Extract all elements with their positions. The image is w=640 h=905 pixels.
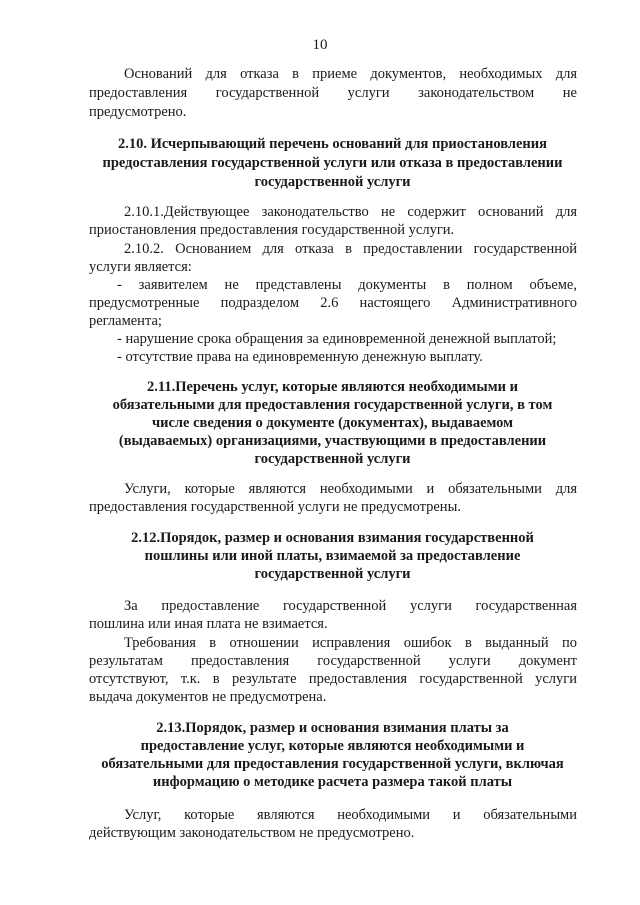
section-heading-2-12: пошлины или иной платы, взимаемой за предоставление	[144, 548, 521, 564]
section-heading-2-11: (выдаваемых) организациями, участвующими в предоставлении	[118, 433, 547, 449]
paragraph-line: услуги является:	[89, 259, 192, 275]
paragraph-line: Услуг, которые являются необходимыми и обязательными	[124, 807, 577, 823]
paragraph-line: выдача документов не предусмотрена.	[89, 689, 327, 705]
paragraph-line: результатам предоставления государственной услуги документ	[89, 653, 577, 669]
paragraph-line: Услуги, которые являются необходимыми и обязательными для	[124, 481, 577, 497]
paragraph-line: 2.10.1.Действующее законодательство не содержит оснований для	[124, 204, 577, 220]
paragraph-line: приостановления предоставления государственной услуги.	[89, 222, 455, 238]
page-number: 10	[312, 37, 328, 53]
paragraph-line: За предоставление государственной услуги государственная	[124, 598, 577, 614]
section-heading-2-12: государственной услуги	[254, 566, 411, 582]
section-heading-2-11: числе сведения о документе (документах), выдаваемом	[151, 415, 514, 431]
paragraph-line: предоставления государственной услуги не предусмотрены.	[89, 499, 461, 515]
intro-line: Оснований для отказа в приеме документов, необходимых для	[124, 66, 577, 82]
paragraph-line: предусмотренные подразделом 2.6 настоящего Административного	[89, 295, 577, 311]
section-heading-2-11: обязательными для предоставления государственной услуги, в том	[112, 397, 553, 413]
section-heading-2-11: государственной услуги	[254, 451, 411, 467]
intro-line: предусмотрено.	[89, 104, 187, 120]
section-heading-2-13: обязательными для предоставления государственной услуги, включая	[101, 756, 564, 772]
section-heading-2-10: государственной услуги	[254, 174, 411, 190]
paragraph-line: действующим законодательством не предусмотрено.	[89, 825, 415, 841]
paragraph-line: отсутствуют, т.к. в результате предоставления государственной услуги	[89, 671, 577, 687]
paragraph-line: 2.10.2. Основанием для отказа в предоставлении государственной	[124, 241, 577, 257]
intro-line: предоставления государственной услуги законодательством не	[89, 85, 577, 101]
list-item: - нарушение срока обращения за единовременной денежной выплатой;	[117, 331, 557, 347]
section-heading-2-10: предоставления государственной услуги или отказа в предоставлении	[102, 155, 563, 171]
section-heading-2-12: 2.12.Порядок, размер и основания взимания государственной	[131, 530, 534, 546]
section-heading-2-13: предоставление услуг, которые являются необходимыми и	[140, 738, 525, 754]
section-heading-2-13: 2.13.Порядок, размер и основания взимания платы за	[156, 720, 509, 736]
paragraph-line: Требования в отношении исправления ошибок в выданный по	[124, 635, 577, 651]
list-item: - отсутствие права на единовременную денежную выплату.	[117, 349, 483, 365]
section-heading-2-11: 2.11.Перечень услуг, которые являются необходимыми и	[147, 379, 518, 395]
section-heading-2-13: информацию о методике расчета размера такой платы	[152, 774, 513, 790]
section-heading-2-10: 2.10. Исчерпывающий перечень оснований для приостановления	[118, 136, 547, 152]
paragraph-line: пошлина или иная плата не взимается.	[89, 616, 328, 632]
list-item: - заявителем не представлены документы в полном объеме,	[117, 277, 577, 293]
paragraph-line: регламента;	[89, 313, 162, 329]
